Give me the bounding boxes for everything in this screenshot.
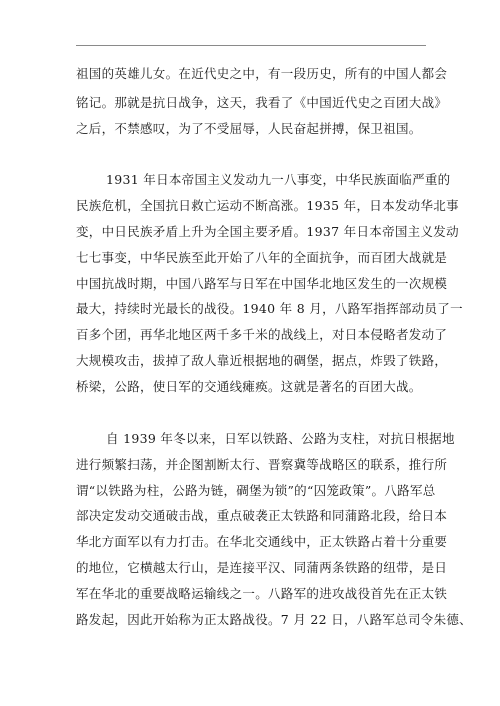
- paragraph-line: 民族危机，全国抗日救亡运动不断高涨。1935 年，日本发动华北事: [76, 198, 459, 213]
- paragraph-line: 谓“以铁路为柱，公路为链，碉堡为锁”的“囚笼政策”。八路军总: [76, 483, 436, 498]
- paragraph-line: 大规模攻击，拔掉了敌人靠近根据地的碉堡，据点，炸毁了铁路，: [76, 353, 448, 368]
- paragraph-line: 部决定发动交通破击战，重点破袭正太铁路和同蒲路北段，给日本: [76, 508, 448, 523]
- paragraph-line: 进行频繁扫荡，并企图割断太行、晋察冀等战略区的联系，推行所: [76, 457, 448, 472]
- paragraph-line: 变，中日民族矛盾上升为全国主要矛盾。1937 年日本帝国主义发动: [76, 224, 459, 239]
- paragraph-line: 中国抗战时期，中国八路军与日军在中国华北地区发生的一次规模: [76, 276, 448, 291]
- paragraph-line: 七七事变，中华民族至此开始了八年的全面抗争，而百团大战就是: [76, 250, 448, 265]
- paragraph-line: 百多个团，再华北地区两千多千米的战线上，对日本侵略者发动了: [76, 327, 448, 342]
- paragraph-line: 华北方面军以有力打击。在华北交通线中，正太铁路占着十分重要: [76, 534, 448, 549]
- paragraph-line: 桥梁，公路，使日军的交通线瘫痪。这就是著名的百团大战。: [76, 379, 422, 394]
- paragraph-line: 最大，持续时光最长的战役。1940 年 8 月，八路军指挥部动员了一: [76, 301, 463, 316]
- paragraph-line: 自 1939 年冬以来，日军以铁路、公路为支柱，对抗日根据地: [106, 431, 455, 446]
- header-rule: [76, 45, 426, 46]
- paragraph-line: 之后，不禁感叹，为了不受屈辱，人民奋起拼搏，保卫祖国。: [76, 121, 422, 136]
- paragraph-line: 1931 年日本帝国主义发动九一八事变，中华民族面临严重的: [106, 172, 451, 187]
- paragraph-line: 路发起，因此开始称为正太路战役。7 月 22 日，八路军总司令朱德、: [76, 612, 472, 627]
- paragraph-line: 的地位，它横越太行山，是连接平汉、同蒲两条铁路的纽带，是日: [76, 560, 448, 575]
- paragraph-line: 祖国的英雄儿女。在近代史之中，有一段历史，所有的中国人都会: [76, 66, 448, 81]
- paragraph-line: 铭记。那就是抗日战争，这天，我看了《中国近代史之百团大战》: [76, 95, 448, 110]
- paragraph-line: 军在华北的重要战略运输线之一。八路军的进攻战役首先在正太铁: [76, 586, 448, 601]
